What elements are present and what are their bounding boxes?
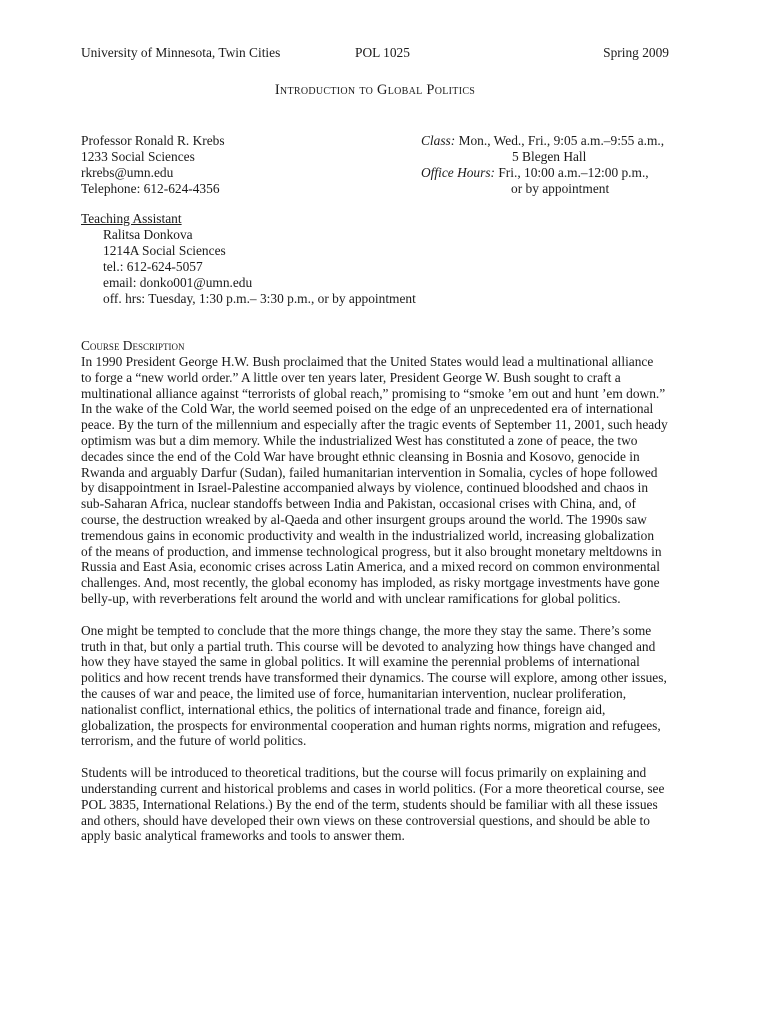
class-schedule xyxy=(421,133,664,149)
professor-name: Professor Ronald R. Krebs xyxy=(81,133,225,148)
paragraph-line: and others, should have developed their own views on these controversial questions, and should be able to xyxy=(81,812,650,828)
paragraph-line: truth in that, but only a partial truth. This course will be devoted to analyzing how things have changed and xyxy=(81,638,656,654)
document-header xyxy=(81,45,669,61)
ta-heading: Teaching Assistant xyxy=(81,211,182,226)
contact-info-block xyxy=(81,133,681,197)
paragraph-line: by disappointment in Israel-Palestine accompanied always by violence, continued bloodshed and chaos in xyxy=(81,480,649,496)
paragraph-line: POL 3835, International Relations.) By the end of the term, students should be familiar with all these issues xyxy=(81,796,658,812)
office-hours-label: Office Hours: xyxy=(421,165,496,180)
class-location: 5 Blegen Hall xyxy=(512,149,587,164)
paragraph-line: belly-up, with reverberations felt around the world and with unclear ramifications for global politics. xyxy=(81,590,621,606)
professor-telephone: Telephone: 612-624-4356 xyxy=(81,181,220,196)
paragraph xyxy=(81,354,687,607)
paragraph-gap xyxy=(81,607,687,623)
paragraph-line: peace. By the turn of the millennium and especially after the tragic events of September 11, 2001, such heady xyxy=(81,417,668,433)
paragraph-line: multinational alliance against “terrorists of global reach,” promising to “smoke ’em out and hunt ’em down.” xyxy=(81,385,666,401)
professor-office: 1233 Social Sciences xyxy=(81,149,195,164)
paragraph-line: Students will be introduced to theoretical traditions, but the course will focus primarily on explaining and xyxy=(81,765,647,781)
office-hours-extra: or by appointment xyxy=(511,181,610,196)
paragraph-line: optimism was but a dim memory. While the industrialized West has constituted a zone of peace, the two xyxy=(81,432,638,448)
paragraph-line: In 1990 President George H.W. Bush proclaimed that the United States would lead a multinational alliance xyxy=(81,354,654,369)
paragraph-line: One might be tempted to conclude that the more things change, the more they stay the same. There’s some xyxy=(81,622,652,638)
course-description-section xyxy=(81,338,687,844)
office-hours xyxy=(421,165,649,181)
paragraph-line: nationalist conflict, international ethics, the politics of international trade and finance, foreign aid, xyxy=(81,701,606,717)
paragraph-line: how they have stayed the same in global politics. It will examine the perennial problems of international xyxy=(81,654,640,670)
paragraph-line: tremendous gains in economic productivity and wealth in the industrialized world, increasing globalization xyxy=(81,527,655,543)
course-description-body xyxy=(81,354,687,844)
teaching-assistant-block xyxy=(81,211,681,307)
office-hours-time: Fri., 10:00 a.m.–12:00 p.m., xyxy=(495,165,649,180)
paragraph-gap xyxy=(81,749,687,765)
ta-telephone: tel.: 612-624-5057 xyxy=(103,259,203,274)
ta-office-hours: off. hrs: Tuesday, 1:30 p.m.– 3:30 p.m., or by appointment xyxy=(103,291,416,306)
header-university: University of Minnesota, Twin Cities xyxy=(81,45,281,60)
paragraph-line: to forge a “new world order.” A little over ten years later, President George W. Bush sought to craft a xyxy=(81,369,621,385)
paragraph-line: Rwanda and arguably Darfur (Sudan), failed humanitarian intervention in Somalia, cycles of hope followed xyxy=(81,464,658,480)
professor-email: rkrebs@umn.edu xyxy=(81,165,174,180)
paragraph-line: course, the destruction wreaked by al-Qaeda and other insurgent groups around the world. The 1990s saw xyxy=(81,511,647,527)
paragraph-line: apply basic analytical frameworks and tools to answer them. xyxy=(81,828,405,844)
paragraph-line: challenges. And, most recently, the global economy has imploded, as risky mortgage investments have gone xyxy=(81,575,660,591)
paragraph-line: decades since the end of the Cold War have brought ethnic cleansing in Bosnia and Kosovo, genocide in xyxy=(81,448,640,464)
class-time: Mon., Wed., Fri., 9:05 a.m.–9:55 a.m., xyxy=(455,133,665,148)
paragraph-line: understanding current and historical problems and cases in world politics. (For a more theoretical course, see xyxy=(81,780,665,796)
class-label: Class: xyxy=(421,133,456,148)
ta-email: email: donko001@umn.edu xyxy=(103,275,253,290)
paragraph-line: terrorism, and the future of world politics. xyxy=(81,733,307,749)
paragraph-line: sub-Saharan Africa, nuclear standoffs between India and Pakistan, occasional crises with China, and, of xyxy=(81,496,636,512)
paragraph xyxy=(81,623,687,749)
paragraph-line: In the wake of the Cold War, the world seemed poised on the edge of an unprecedented era of international xyxy=(81,401,654,417)
paragraph-line: the causes of war and peace, the limited use of force, humanitarian intervention, nuclear proliferation, xyxy=(81,685,627,701)
paragraph xyxy=(81,765,687,844)
header-term: Spring 2009 xyxy=(603,45,669,60)
paragraph-line: of the means of production, and immense technological progress, but it also brought monetary meltdowns in xyxy=(81,543,662,559)
document-title: Introduction to Global Politics xyxy=(274,82,476,98)
paragraph-line: Russia and East Asia, economic crises across Latin America, and a mixed record on common environmental xyxy=(81,559,660,575)
ta-name: Ralitsa Donkova xyxy=(103,227,193,242)
paragraph-line: politics and how recent trends have transformed their dynamics. The course will explore, among other issues, xyxy=(81,670,667,686)
header-course-code: POL 1025 xyxy=(355,45,410,60)
ta-office: 1214A Social Sciences xyxy=(103,243,226,258)
paragraph-line: globalization, the prospects for environmental cooperation and human rights norms, migration and refugees, xyxy=(81,717,661,733)
course-description-heading: Course Description xyxy=(81,338,185,353)
